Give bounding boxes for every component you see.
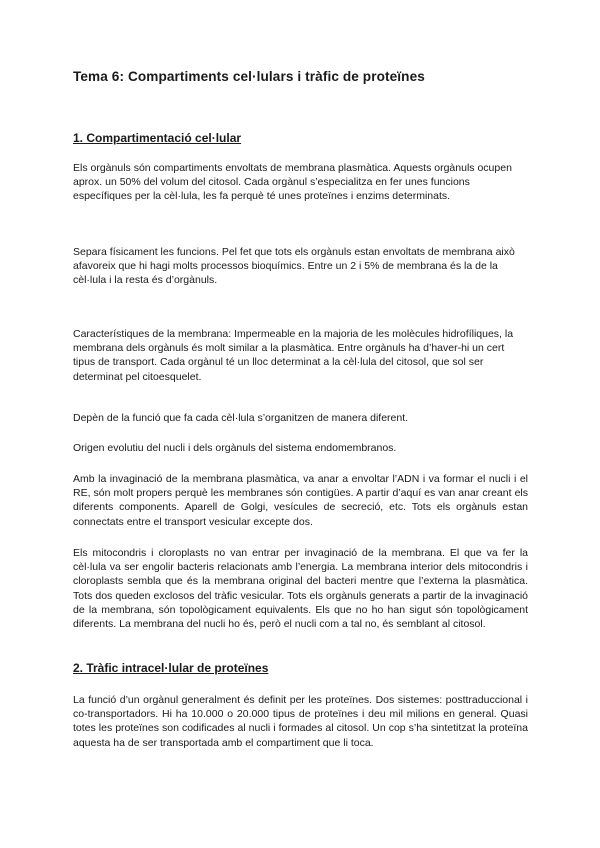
paragraph: Característiques de la membrana: Impermeable en la majoria de les molècules hidrofíliques, la membrana dels orgànuls és molt similar a la plasmàtica. Entre orgànuls ha d’haver-hi un cert tipus de transport. Cada orgànul té un lloc determinat a la cèl·lula del citosol, que sol ser determinat pel citoesquelet.: [73, 328, 514, 383]
paragraph: Depèn de la funció que fa cada cèl·lula s’organitzen de manera diferent.: [73, 412, 409, 424]
paragraph: Amb la invaginació de la membrana plasmàtica, va anar a envoltar l’ADN i va formar el nucli i el RE, són molt propers perquè les membranes són contigües. A partir d’aquí es van anar creant els diferents components. Aparell de Golgi, vesícules de secreció, etc. Tots els orgànuls estan connectats entre el transport vesicular excepte dos.: [73, 473, 528, 528]
page-title: Tema 6: Compartiments cel·lulars i tràfic de proteïnes: [73, 69, 425, 84]
paragraph: Els mitocondris i cloroplasts no van entrar per invaginació de la membrana. El que va fer la cèl·lula va ser engolir bacteris relacionats amb l’energia. La membrana interior dels mitocondris i cloroplasts sembla que és la membrana original del bacteri mentre que l’externa la plasmàtica. Tots dos queden exclosos del tràfic vesicular. Tots els orgànuls generats a partir de la invaginació de la membrana, són topològicament equivalents. Els que no ho han sigut són topològicament diferents. La membrana del nucli ho és, però el nucli com a tal no, és semblant al citosol.: [73, 547, 528, 631]
paragraph: Origen evolutiu del nucli i dels orgànuls del sistema endomembranos.: [73, 442, 397, 454]
section-heading-trafic: 2. Tràfic intracel·lular de proteïnes: [73, 661, 269, 675]
paragraph: Separa físicament les funcions. Pel fet que tots els orgànuls estan envoltats de membrana això afavoreix que hi hagi molts processos bioquímics. Entre un 2 i 5% de membrana és la de la cèl·lula i la resta és d’orgànuls.: [73, 246, 515, 287]
paragraph: Els orgànuls són compartiments envoltats de membrana plasmàtica. Aquests orgànuls ocupen aprox. un 50% del volum del citosol. Cada orgànul s’especialitza en fer unes funcions específiques per la cèl·lula, les fa perquè té unes proteïnes i enzims determinats.: [73, 162, 512, 203]
paragraph: La funció d’un orgànul generalment és definit per les proteïnes. Dos sistemes: posttraduccional i co-transportadors. Hi ha 10.000 o 20.000 tipus de proteïnes i deu mil milions en general. Quasi totes les proteïnes son codificades al nucli i formades al citosol. Un cop s’ha sintetitzat la proteïna aquesta ha de ser transportada amb el compartiment que li toca.: [73, 694, 528, 749]
section-heading-compartimentacio: 1. Compartimentació cel·lular: [73, 131, 242, 145]
